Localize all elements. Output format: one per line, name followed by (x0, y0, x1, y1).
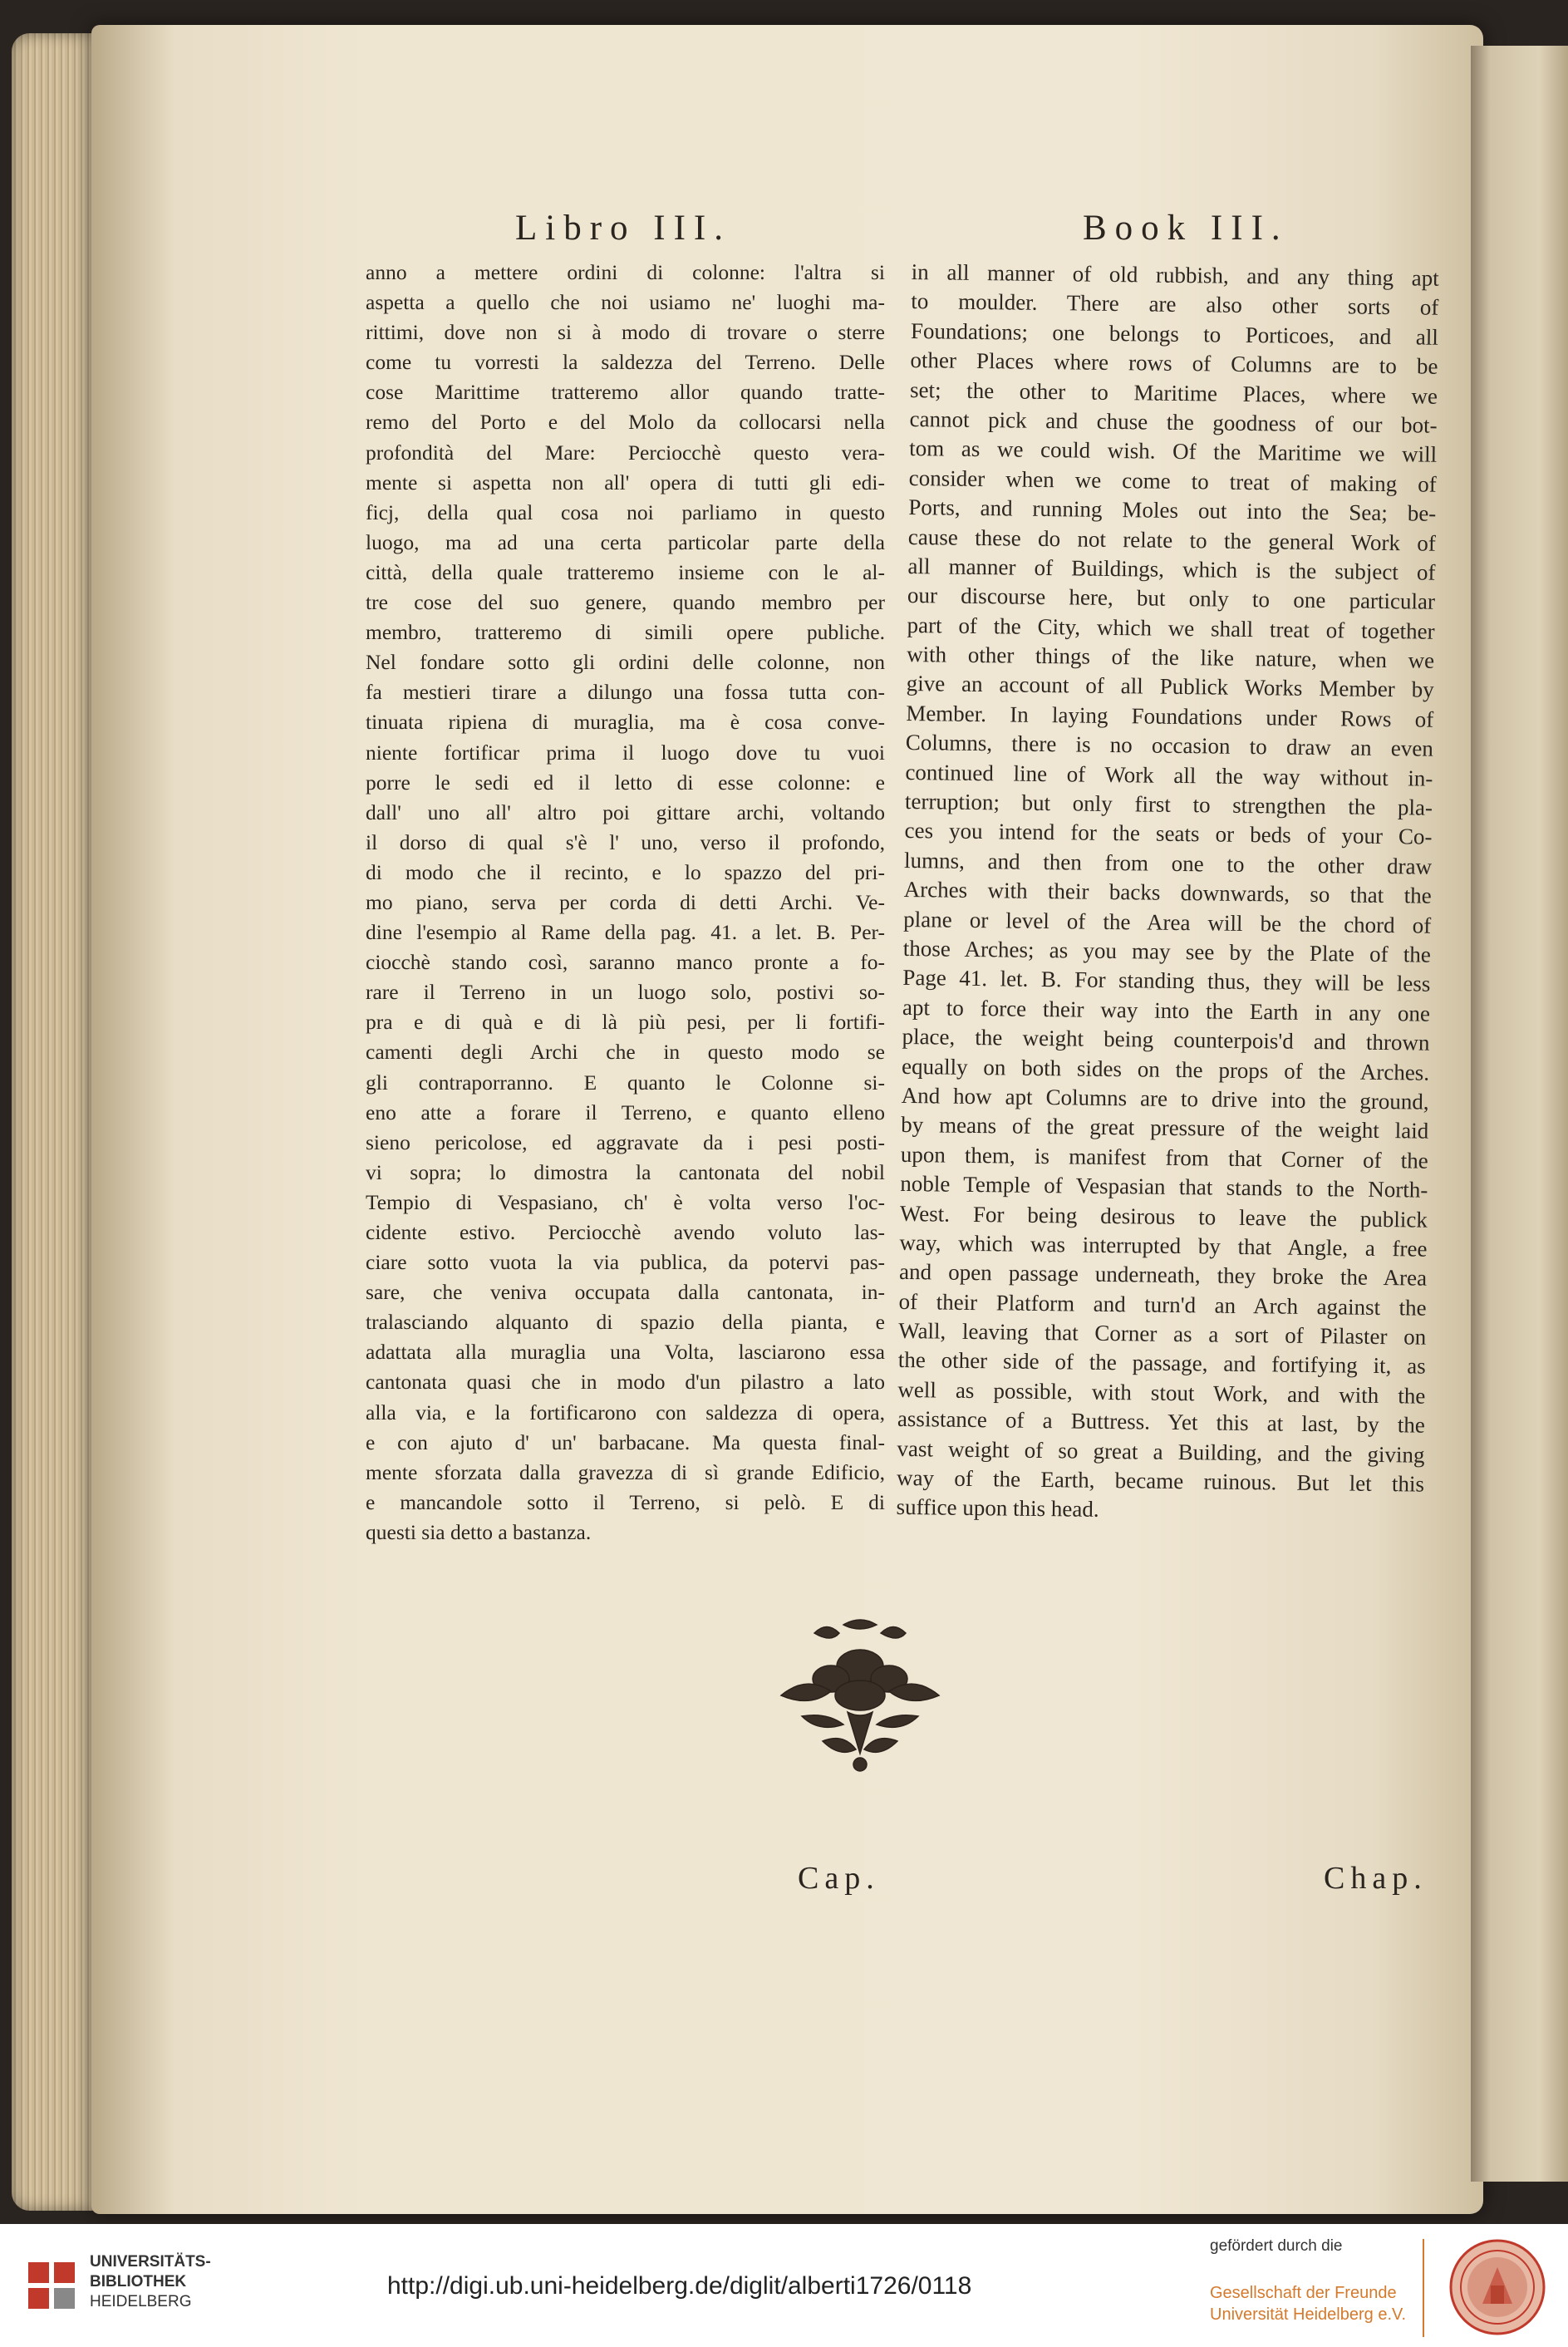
running-head-italian: Libro III. (515, 209, 731, 248)
english-text-line: tom as we could wish. Of the Maritime we will (909, 435, 1438, 468)
italian-text-line: mente sforzata dalla gravezza di sì grande Edificio, (366, 1459, 885, 1484)
english-text-line: Arches with their backs downwards, so that the (903, 877, 1432, 908)
english-text-line: continued line of Work all the way without in- (905, 759, 1433, 791)
english-text-line: cause these do not relate to the general Work of (907, 524, 1437, 556)
english-text-line: well as possible, with stout Work, and with the (897, 1376, 1426, 1409)
italian-text-line: e con ajuto d' un' barbacane. Ma questa final- (366, 1429, 885, 1454)
italian-text-line: fa mestieri tirare a dilungo una fossa tutta con- (366, 680, 885, 705)
english-text-line: of their Platform and turn'd an Arch against the (898, 1288, 1427, 1321)
italian-text-line: città, della quale tratteremo insieme con le al- (366, 559, 885, 584)
italian-text-line: di modo che il recinto, e lo spazzo del pri- (366, 859, 885, 884)
english-text-line: set; the other to Maritime Places, where we (909, 376, 1438, 409)
english-text-line: part of the City, which we shall treat of together (907, 612, 1435, 644)
italian-text-line: dine l'esempio al Rame della pag. 41. a let. B. Per- (366, 920, 885, 945)
sponsor-name-line: Universität Heidelberg e.V. (1210, 2305, 1407, 2324)
italian-text-line: ficj, della qual cosa noi parliamo in questo (366, 499, 885, 524)
italian-text-line: mente si aspetta non all' opera di tutti gli edi- (366, 470, 885, 494)
sponsor-name (1210, 2282, 1406, 2325)
italian-text-line: questi sia detto a bastanza. (366, 1519, 592, 1544)
footer-bar (0, 2224, 1568, 2347)
italian-text-column (366, 258, 885, 1547)
english-text-line: apt to force their way into the Earth in any one (902, 994, 1431, 1026)
english-text-line: all manner of Buildings, which is the subject of (907, 553, 1436, 585)
catchword-english: Chap. (1324, 1861, 1428, 1896)
english-text-line: ces you intend for the seats or beds of your Co- (904, 818, 1433, 850)
italian-text-line: tralasciando alquanto di spazio della pianta, e (366, 1310, 885, 1335)
english-text-line: to moulder. There are also other sorts of (911, 288, 1439, 321)
italian-text-line: gli contraporranno. E quanto le Colonne si- (366, 1070, 885, 1095)
english-text-line: vast weight of so great a Building, and the giving (897, 1435, 1425, 1468)
italian-text-line: cidente estivo. Perciocchè avendo voluto las- (366, 1220, 885, 1244)
english-text-line: suffice upon this head. (896, 1494, 1099, 1523)
english-text-line: by means of the great pressure of the weight laid (901, 1112, 1429, 1144)
italian-text-line: tre cose del suo genere, quando membro per (366, 590, 885, 615)
italian-text-line: mo piano, serva per corda di detti Archi. Ve- (366, 889, 885, 914)
italian-text-line: cose Marittime tratteremo allor quando tratte- (366, 380, 885, 405)
english-text-line: way, which was interrupted by that Angle, a free (899, 1229, 1428, 1262)
italian-text-line: aspetta a quello che noi usiamo ne' luoghi ma- (366, 290, 885, 315)
italian-text-line: rittimi, dove non si à modo di trovare o sterre (366, 320, 885, 345)
english-text-line: cannot pick and chuse the goodness of our bot- (909, 406, 1438, 438)
italian-text-line: cantonata quasi che in modo d'un pilastro a lato (366, 1370, 885, 1395)
italian-text-line: tinuata ripiena di muraglia, ma è cosa conve- (366, 710, 885, 735)
english-text-line: with other things of the like nature, when we (906, 642, 1435, 673)
italian-text-line: porre le sedi ed il letto di esse colonne: e (366, 770, 885, 795)
english-text-line: assistance of a Buttress. Yet this at last, by the (897, 1406, 1426, 1438)
english-text-line: and open passage underneath, they broke the Area (898, 1259, 1428, 1291)
facing-page-edge (1471, 46, 1568, 2182)
italian-text-line: profondità del Mare: Perciocchè questo vera- (366, 440, 885, 465)
italian-text-line: niente fortificar prima il luogo dove tu vuoi (366, 740, 885, 765)
italian-text-line: membro, tratteremo di simili opere publiche. (366, 620, 885, 645)
english-text-line: Wall, leaving that Corner as a sort of Pilaster on (898, 1317, 1427, 1350)
italian-text-line: camenti degli Archi che in questo modo se (366, 1040, 885, 1065)
english-text-line: equally on both sides on the props of the Arches. (901, 1053, 1430, 1085)
english-text-line: consider when we come to treat of making of (908, 465, 1437, 497)
italian-text-line: ciocchè stando così, saranno manco pronte a fo- (366, 950, 885, 975)
university-seal-icon (1448, 2237, 1547, 2337)
italian-text-line: luogo, ma ad una certa particolar parte della (366, 529, 885, 554)
italian-text-line: il dorso di qual s'è l' uno, verso il profondo, (366, 829, 885, 854)
english-text-line: Foundations; one belongs to Porticoes, and all (910, 317, 1439, 350)
italian-text-line: vi sopra; lo dimostra la cantonata del nobil (366, 1159, 885, 1184)
italian-text-line: dall' uno all' altro poi gittare archi, voltando (366, 800, 885, 824)
english-text-line: Page 41. let. B. For standing thus, they will be less (902, 965, 1431, 997)
english-text-line: in all manner of old rubbish, and any thing apt (911, 258, 1439, 291)
library-name (90, 2252, 211, 2312)
english-text-line: Ports, and running Moles out into the Sea; be- (908, 494, 1437, 526)
english-text-line: other Places where rows of Columns are to be (910, 347, 1438, 379)
english-text-line: upon them, is manifest from that Corner of the (900, 1141, 1428, 1174)
italian-text-line: adattata alla muraglia una Volta, lasciarono essa (366, 1340, 885, 1365)
floral-ornament-icon (764, 1616, 956, 1783)
italian-text-line: Nel fondare sotto gli ordini delle colonne, non (366, 650, 885, 675)
sponsor-divider (1423, 2239, 1424, 2337)
italian-text-line: eno atte a forare il Terreno, e quanto elleno (366, 1100, 885, 1124)
sponsor-label: gefördert durch die (1210, 2237, 1343, 2255)
english-text-column (896, 258, 1439, 1528)
english-text-line: And how apt Columns are to drive into the ground, (901, 1082, 1429, 1114)
permalink-url[interactable]: http://digi.ub.uni-heidelberg.de/diglit/alberti1726/0118 (387, 2272, 972, 2300)
running-head-english: Book III. (1083, 209, 1289, 248)
italian-text-line: Tempio di Vespasiano, ch' è volta verso l'oc- (366, 1189, 885, 1214)
italian-text-line: alla via, e la fortificarono con saldezza di opera, (366, 1400, 885, 1424)
italian-text-line: remo del Porto e del Molo da collocarsi nella (366, 410, 885, 435)
english-text-line: Columns, there is no occasion to draw an even (905, 730, 1434, 761)
english-text-line: terruption; but only first to strengthen the pla- (904, 788, 1433, 820)
english-text-line: the other side of the passage, and fortifying it, as (897, 1347, 1426, 1380)
italian-text-line: e mancandole sotto il Terreno, si pelò. E di (366, 1489, 885, 1514)
english-text-line: plane or level of the Area will be the chord of (903, 906, 1432, 938)
english-text-line: place, the weight being counterpois'd and thrown (902, 1024, 1430, 1055)
sponsor-name-line: Gesellschaft der Freunde (1210, 2284, 1397, 2302)
italian-text-line: rare il Terreno in un luogo solo, postivi so- (366, 980, 885, 1005)
university-library-logo-icon (23, 2257, 80, 2314)
english-text-line: West. For being desirous to leave the publick (899, 1200, 1428, 1233)
library-name-line: BIBLIOTHEK (90, 2273, 187, 2290)
italian-text-line: come tu vorresti la saldezza del Terreno. Delle (366, 350, 885, 375)
english-text-line: way of the Earth, became ruinous. But let this (896, 1464, 1425, 1497)
italian-text-line: sare, che veniva occupata dalla cantonata, in- (366, 1280, 885, 1305)
library-name-line: UNIVERSITÄTS- (90, 2253, 211, 2271)
english-text-line: our discourse here, but only to one particular (907, 583, 1436, 615)
english-text-line: those Arches; as you may see by the Plate of the (902, 935, 1431, 967)
catchword-italian: Cap. (798, 1861, 880, 1896)
italian-text-line: ciare sotto vuota la via publica, da potervi pas- (366, 1250, 885, 1275)
italian-text-line: sieno pericolose, ed aggravate da i pesi posti- (366, 1129, 885, 1154)
english-text-line: give an account of all Publick Works Member by (906, 671, 1434, 703)
english-text-line: lumns, and then from one to the other draw (903, 847, 1433, 879)
italian-text-line: anno a mettere ordini di colonne: l'altra si (366, 260, 885, 284)
english-text-line: noble Temple of Vespasian that stands to the North- (900, 1171, 1428, 1203)
english-text-line: Member. In laying Foundations under Rows of (906, 700, 1434, 732)
italian-text-line: pra e di quà e di là più pesi, per li fortifi- (366, 1010, 885, 1035)
library-name-line: HEIDELBERG (90, 2293, 192, 2310)
